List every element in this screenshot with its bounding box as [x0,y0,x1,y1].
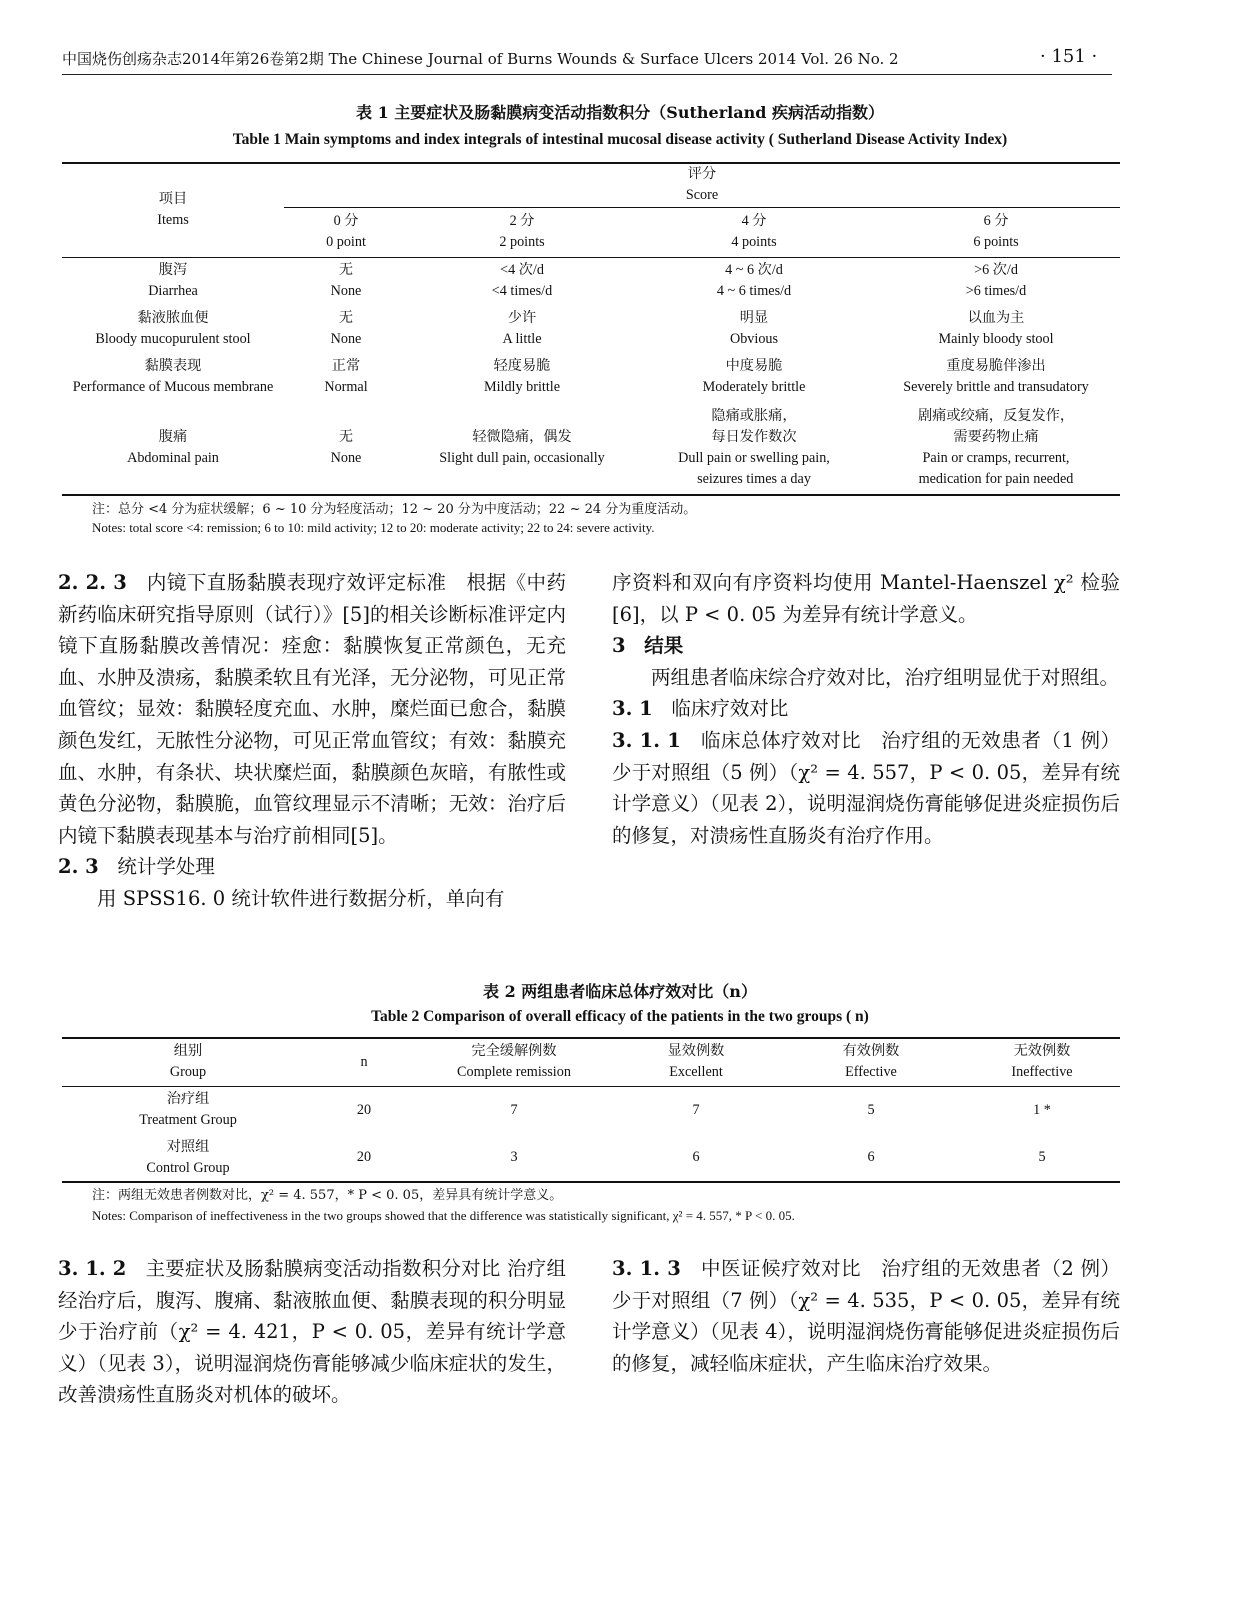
cell: 黏膜表现 [144,358,202,374]
header-group [62,1038,314,1086]
page-number: · 151 · [1040,46,1098,67]
cell: Normal [324,379,368,395]
cell: 4 ~ 6 次/d [725,262,783,279]
section-3-1-3-number: 3. 1. 3 [612,1257,681,1280]
cell: Mildly brittle [483,379,561,395]
cell: 6 [692,1149,700,1165]
table-row [62,257,1120,305]
cell: 1 * [1033,1101,1051,1118]
score-col-4-cn: 4 分 [741,213,767,229]
cell: Performance of Mucous membrane [72,379,274,395]
cell: Treatment Group [139,1112,237,1129]
section-2-2-3-text: 根据《中药新药临床研究指导原则（试行）》[5]的相关诊断标准评定内镜下直肠黏膜改善情况：痊愈：黏膜恢复正常颜色，无充血、水肿及溃疡，黏膜柔软且有光泽，无分泌物，可见正常血管纹；显效：黏膜轻度充血、水肿，糜烂面已愈合，黏膜颜色发红，无脓性分泌物，可见正常血管纹；有效：黏膜充血、水肿，有条状、块状糜烂面，黏膜颜色灰暗，有脓性或黄色分泌物，黏膜脆，血管纹理显示不清晰；无效：治疗后内镜下黏膜表现基本与治疗前相同[5]。 [58,571,566,847]
cell: 轻度易脆 [493,358,551,374]
score-col-6 [872,207,1120,257]
cell: 轻微隐痛，偶发 [472,428,572,445]
section-3-1-2-number: 3. 1. 2 [58,1257,127,1280]
cell: 需要药物止痛 [953,428,1039,445]
table2-header-row [62,1038,1120,1086]
header-effective [778,1038,964,1086]
cell: 5 [1038,1149,1046,1165]
cell: >6 次/d [974,262,1018,279]
cell: 对照组 [166,1138,210,1155]
score-header-cn: 评分 [687,166,717,183]
header-ineffective-en: Ineffective [1011,1064,1073,1081]
cell: Severely brittle and transudatory [903,379,1089,395]
table2-caption-en: Table 2 Comparison of overall efficacy of the patients in the two groups ( n) [371,1008,869,1025]
score-col-6-cn: 6 分 [983,213,1009,229]
cell: 明显 [739,310,769,326]
score-col-6-en: 6 points [973,234,1019,250]
header-complete-en: Complete remission [457,1064,571,1081]
table-row [62,305,1120,353]
cell: 正常 [331,358,361,374]
cell: 7 [692,1101,700,1118]
cell: Mainly bloody stool [938,331,1054,347]
cell: Moderately brittle [702,379,806,395]
section-2-3-title: 统计学处理 [117,855,215,879]
cell: 每日发作数次 [711,428,797,445]
table1-items-header [62,163,284,257]
cell: <4 次/d [500,262,544,279]
left-column-1 [58,567,566,915]
cell: None [330,283,362,300]
table1-note-cn: 注：总分 <4 分为症状缓解；6 ~ 10 分为轻度活动；12 ~ 20 分为中度活动；22 ~ 24 分为重度活动。 [92,502,697,517]
header-complete-cn: 完全缓解例数 [471,1043,557,1060]
score-col-0-cn: 0 分 [333,213,359,229]
cell: 3 [510,1149,518,1165]
cell: Dull pain or swelling pain, [678,449,830,466]
header-n [314,1038,414,1086]
cell: Control Group [146,1159,230,1176]
cell: 隐痛或胀痛， [711,407,797,424]
section-2-2-3-title: 内镜下直肠黏膜表现疗效评定标准 [146,571,447,594]
score-col-2-en: 2 points [499,234,545,250]
cell: 黏液脓血便 [137,310,209,326]
header-excellent-en: Excellent [669,1064,723,1081]
section-3-1-1-number: 3. 1. 1 [612,728,681,752]
table1-note-en: Notes: total score <4: remission; 6 to 10: mild activity; 12 to 20: moderate activity; 22 to 24: severe activity. [92,520,655,535]
score-col-0 [284,207,408,257]
cell: 无 [338,310,354,326]
cell: 剧痛或绞痛，反复发作， [917,407,1075,424]
score-col-4-en: 4 points [731,234,777,250]
score-col-2-cn: 2 分 [509,213,535,229]
items-header-en: Items [157,212,189,229]
cell: 20 [356,1101,372,1118]
table-row [62,1086,1120,1134]
score-header-en: Score [685,187,719,204]
cell: None [330,331,362,347]
right-col-continuation: 序资料和双向有序资料均使用 Mantel-Haenszel χ² 检验[6]，以 P < 0. 05 为差异有统计学意义。 [612,571,1120,626]
right-column-2 [612,1253,1120,1379]
running-header [62,48,1112,69]
header-n-label: n [360,1053,368,1070]
section-3-1-title: 临床疗效对比 [671,697,789,721]
cell: medication for pain needed [918,470,1074,487]
cell: 7 [510,1101,518,1118]
cell: seizures times a day [697,470,811,487]
section-3-1-2-title: 主要症状及肠黏膜病变活动指数积分对比 [145,1257,501,1280]
header-excellent-cn: 显效例数 [667,1043,725,1060]
cell: A little [502,331,542,347]
cell: 腹痛 [158,428,188,445]
cell: None [330,449,362,466]
cell: 中度易脆 [725,358,783,374]
header-group-en: Group [169,1064,207,1081]
cell: Slight dull pain, occasionally [439,449,605,466]
running-head-text: 中国烧伤创疡杂志2014年第26卷第2期 The Chinese Journal of Burns Wounds & Surface Ulcers 2014 Vol. 26 No. 2 [62,50,899,68]
header-excellent [614,1038,778,1086]
section-3-1-1-title: 临床总体疗效对比 [701,728,862,752]
header-complete [414,1038,614,1086]
table1-caption-en: Table 1 Main symptoms and index integrals of intestinal mucosal disease activity ( Sutherland Disease Activity Index) [232,131,1008,148]
section-3-1-3-text: 治疗组的无效患者（2 例）少于对照组（7 例）（χ² = 4. 535，P < 0. 05，差异有统计学意义）（见表 4），说明湿润烧伤膏能够促进炎症损伤后的修复，减轻临床症状，产生临床治疗效果。 [612,1257,1120,1375]
section-2-2-3-number: 2. 2. 3 [58,571,127,594]
table1 [62,162,1120,496]
left-column-2 [58,1253,566,1411]
table-row [62,401,1120,495]
score-col-2 [408,207,636,257]
cell: 4 ~ 6 times/d [716,283,792,300]
score-col-0-en: 0 point [326,234,366,250]
cell: 以血为主 [967,310,1025,326]
section-3-1-2-text: 治疗组经治疗后，腹泻、腹痛、黏液脓血便、黏膜表现的积分明显少于治疗前（χ² = 4. 421，P < 0. 05，差异有统计学意义）（见表 3），说明湿润烧伤膏能够减少临床症状的发生，改善溃疡性直肠炎对机体的破坏。 [58,1257,566,1407]
section-3-1-3-title: 中医证候疗效对比 [701,1257,862,1280]
cell: 无 [338,262,354,279]
section-2-3-number: 2. 3 [58,855,99,879]
cell: Obvious [729,331,779,347]
cell: 腹泻 [158,262,188,279]
header-rule [62,74,1112,75]
table-row [62,353,1120,401]
header-group-cn: 组别 [173,1043,203,1060]
right-column-1 [612,567,1120,851]
table1-score-header [284,163,1120,207]
header-ineffective-cn: 无效例数 [1013,1043,1071,1060]
cell: Diarrhea [148,283,198,300]
table2 [62,1037,1120,1183]
score-col-4 [636,207,872,257]
table1-caption-cn: 表 1 主要症状及肠黏膜病变活动指数积分（Sutherland 疾病活动指数） [356,103,884,122]
table2-caption-cn: 表 2 两组患者临床总体疗效对比（n） [483,982,757,1001]
section-3-text: 两组患者临床综合疗效对比，治疗组明显优于对照组。 [651,665,1120,689]
table2-note-cn: 注：两组无效患者例数对比，χ² = 4. 557，* P < 0. 05，差异具有统计学意义。 [92,1188,563,1203]
header-effective-en: Effective [845,1064,897,1081]
section-3-1-number: 3. 1 [612,697,653,721]
table2-note-en: Notes: Comparison of ineffectiveness in the two groups showed that the difference was statistically significant, χ² = 4. 557, * P < 0. 05. [92,1208,795,1223]
cell: <4 times/d [491,283,553,300]
cell: 20 [356,1149,372,1165]
cell: >6 times/d [965,283,1027,300]
cell: 少许 [507,310,537,326]
cell: 治疗组 [166,1091,210,1108]
section-3-1-1-text: 治疗组的无效患者（1 例）少于对照组（5 例）（χ² = 4. 557，P < 0. 05，差异有统计学意义）（见表 2），说明湿润烧伤膏能够促进炎症损伤后的修复，对溃疡性直肠炎有治疗作用。 [612,728,1120,847]
section-2-3-text: 用 SPSS16. 0 统计软件进行数据分析，单向有 [97,886,505,910]
cell: Pain or cramps, recurrent, [922,449,1070,466]
cell: Bloody mucopurulent stool [95,331,251,347]
cell: 6 [867,1149,875,1165]
table-row [62,1134,1120,1182]
cell: 重度易脆伴渗出 [946,358,1046,374]
cell: 无 [338,428,354,445]
header-effective-cn: 有效例数 [842,1043,900,1060]
items-header-cn: 项目 [158,191,188,208]
cell: 5 [867,1101,875,1118]
section-3-title: 结果 [644,634,684,658]
cell: Abdominal pain [127,449,219,466]
header-ineffective [964,1038,1120,1086]
section-3-number: 3 [612,634,626,658]
